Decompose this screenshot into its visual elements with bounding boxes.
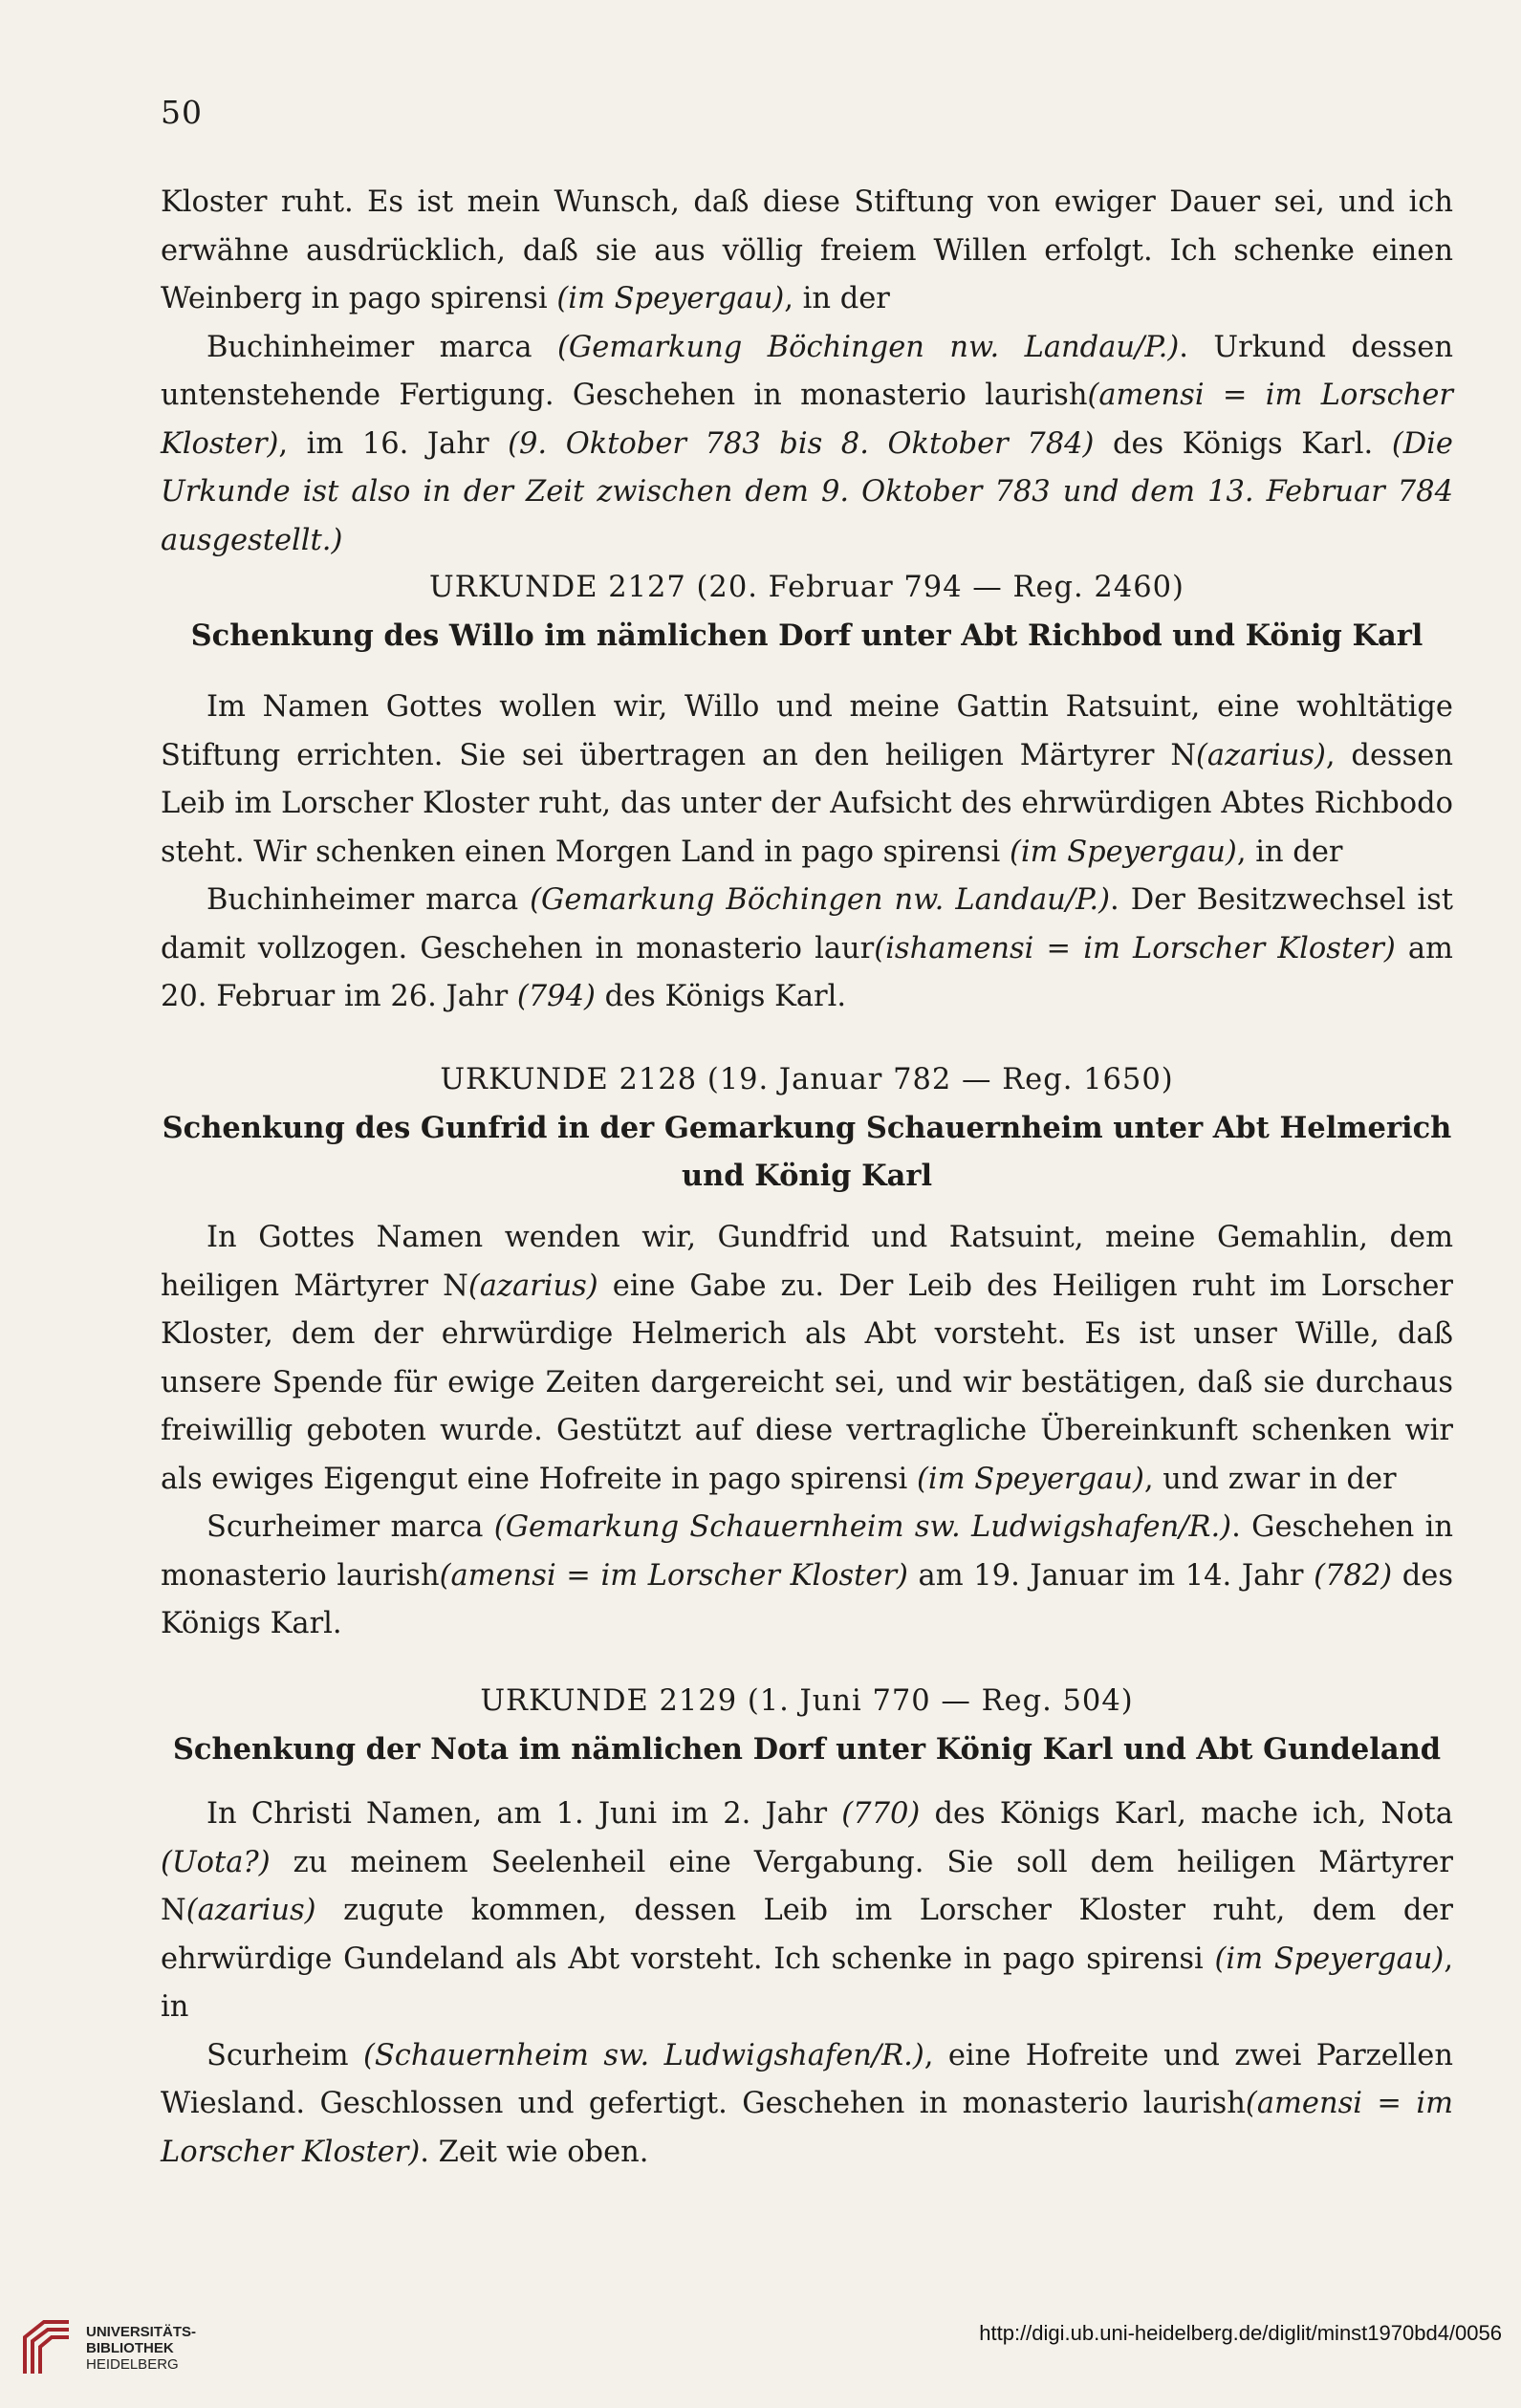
italic-annotation: (770) [841,1797,921,1831]
text-run: Buchinheimer marca [206,883,531,917]
library-name-line3: HEIDELBERG [86,2355,179,2373]
text-run: , im 16. Jahr [278,426,509,461]
document-heading-2129 [161,1678,1453,1773]
text-run: , eine Hofreite und zwei Parzellen Wiesland. Geschlossen und gefertigt. Geschehen in monasterio laurish [161,2038,1453,2120]
text-run: . Urkund dessen untenstehende Fertigung. Geschehen in monasterio laurish [161,330,1454,412]
text-run: des Königs Karl. [161,1558,1453,1640]
document-body-2128 [161,1214,1453,1649]
paragraph [161,1214,1453,1504]
italic-annotation: (azarius) [1196,738,1326,772]
paragraph [161,324,1453,566]
document-reference: URKUNDE 2129 (1. Juni 770 — Reg. 504) [480,1684,1134,1718]
text-run: Im Namen Gottes wollen wir, Willo und meine Gattin Ratsuint, eine wohltätige Stiftung errichten. Sie sei übertragen an den heiligen Märtyrer N [161,690,1453,772]
italic-annotation: (Uota?) [161,1845,271,1879]
italic-annotation: (794) [516,980,596,1013]
italic-annotation: (Gemarkung Böchingen nw. Landau/P.) [530,883,1111,917]
italic-annotation: (Gemarkung Böchingen nw. Landau/P.) [557,330,1180,364]
paragraph [161,683,1453,877]
document-reference: URKUNDE 2127 (20. Februar 794 — Reg. 2460) [429,571,1184,604]
document-heading-2128 [161,1056,1453,1200]
paragraph [161,877,1453,1022]
text-run: In Gottes Namen wenden wir, Gundfrid und Ratsuint, meine Gemahlin, dem heiligen Märtyrer N [161,1221,1453,1303]
paragraph [161,2032,1453,2178]
text-run: In Christi Namen, am 1. Juni im 2. Jahr [206,1797,842,1831]
paragraph [161,1504,1453,1649]
text-run: des Königs Karl. [1094,426,1392,461]
text-run: am 19. Januar im 14. Jahr [907,1558,1315,1593]
italic-annotation: (im Speyergau) [556,282,785,315]
text-run: Scurheim [206,2038,363,2072]
italic-annotation: (amensi = im Lorscher Kloster) [439,1558,908,1593]
italic-annotation: (782) [1314,1558,1393,1593]
italic-annotation: (im Speyergau) [1214,1942,1445,1976]
library-name-line1: UNIVERSITÄTS- [86,2323,197,2340]
library-logo [19,2318,196,2377]
text-run: . Zeit wie oben. [420,2135,649,2169]
text-run: , in der [1236,835,1343,869]
italic-annotation: (azarius) [467,1269,598,1303]
document-reference: URKUNDE 2128 (19. Januar 782 — Reg. 1650) [440,1063,1174,1096]
text-run: , in [161,1942,1454,2024]
text-run: eine Gabe zu. Der Leib des Heiligen ruht im Lorscher Kloster, dem der ehrwürdige Helmerich als Abt vorsteht. Es ist unser Wille, daß unsere Spende für ewige Zeiten dargereicht sei, und wir bestätigen, daß sie durchaus freiwillig geboten wurde. Gestützt auf diese vertragliche Übereinkunft schenken wir als ewiges Eigengut eine Hofreite in pago spirensi [161,1269,1453,1496]
italic-annotation: (Gemarkung Schauernheim sw. Ludwigshafen/R.) [493,1510,1232,1544]
paragraph [161,1790,1453,2032]
text-run: , in der [784,282,890,315]
document-title: Schenkung des Gunfrid in der Gemarkung Schauernheim unter Abt Helmerich [162,1111,1452,1145]
document-heading-2127 [161,564,1453,660]
text-run: des Königs Karl. [595,980,847,1013]
text-run: zugute kommen, dessen Leib im Lorscher Kloster ruht, dem der ehrwürdige Gundeland als Abt vorsteht. Ich schenke in pago spirensi [161,1894,1453,1976]
italic-annotation: (9. Oktober 783 bis 8. Oktober 784) [508,426,1095,461]
text-run: . Der Besitzwechsel ist damit vollzogen. Geschehen in monasterio laur [161,883,1454,965]
paragraph [161,179,1453,324]
document-title: Schenkung der Nota im nämlichen Dorf unter König Karl und Abt Gundeland [172,1732,1442,1767]
italic-annotation: (Schauernheim sw. Ludwigshafen/R.) [362,2038,924,2072]
document-body-2127 [161,683,1453,1022]
italic-annotation: (im Speyergau) [1009,835,1237,869]
document-title-continued: und König Karl [681,1159,933,1193]
library-name-line2: BIBLIOTHEK [86,2339,174,2356]
text-run: Buchinheimer marca [206,330,558,364]
italic-annotation: (Die Urkunde ist also in der Zeit zwischen dem 9. Oktober 783 und dem 13. Februar 784 ausgestellt.) [161,426,1453,557]
document-title: Schenkung des Willo im nämlichen Dorf unter Abt Richbod und König Karl [190,618,1423,653]
text-run: Scurheimer marca [206,1510,494,1544]
italic-annotation: (azarius) [185,1894,316,1927]
document-body-2129 [161,1790,1453,2177]
text-run: , und zwar in der [1143,1462,1397,1496]
text-run: . Geschehen in monasterio laurish [161,1510,1453,1593]
source-url-link[interactable]: http://digi.ub.uni-heidelberg.de/diglit/minst1970bd4/0056 [979,2321,1502,2345]
text-run: am 20. Februar im 26. Jahr [161,931,1453,1013]
text-run: des Königs Karl, mache ich, Nota [920,1797,1453,1831]
intro-text [161,179,1453,565]
text-run: , dessen Leib im Lorscher Kloster ruht, das unter der Aufsicht des ehrwürdigen Abtes Richbodo steht. Wir schenken einen Morgen Land in pago spirensi [161,738,1454,869]
italic-annotation: (im Speyergau) [917,1462,1144,1496]
library-emblem-icon [19,2318,75,2377]
italic-annotation: (amensi = im Lorscher Kloster) [161,2087,1453,2169]
text-run: Kloster ruht. Es ist mein Wunsch, daß diese Stiftung von ewiger Dauer sei, und ich erwähne ausdrücklich, daß sie aus völlig freiem Willen erfolgt. Ich schenke einen Weinberg in pago spirensi [161,185,1453,315]
text-run: zu meinem Seelenheil eine Vergabung. Sie soll dem heiligen Märtyrer N [161,1845,1453,1927]
italic-annotation: (ishamensi = im Lorscher Kloster) [874,931,1396,965]
italic-annotation: (amensi = im Lorscher Kloster) [161,379,1453,461]
page-number: 50 [161,94,203,131]
